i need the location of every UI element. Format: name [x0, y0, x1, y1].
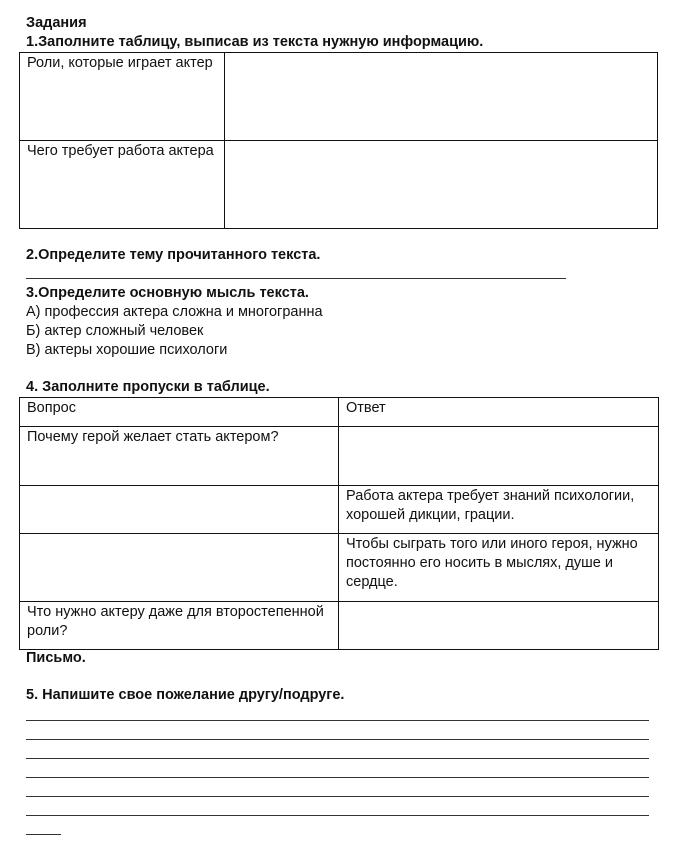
table-row: [20, 534, 659, 602]
writing-line[interactable]: [26, 834, 61, 835]
writing-line[interactable]: [26, 758, 649, 759]
answer-cell: Чтобы сыграть того или иного героя, нужно постоянно его носить в мыслях, душе и сердце.: [339, 534, 659, 602]
writing-line[interactable]: [26, 777, 649, 778]
row-label: Роли, которые играет актер: [20, 53, 225, 141]
page-title: Задания: [26, 15, 87, 31]
task2-heading: 2.Определите тему прочитанного текста.: [26, 247, 321, 263]
table-row: [20, 53, 658, 141]
column-header-answer: Ответ: [339, 398, 659, 427]
table-row: [20, 427, 659, 486]
roles-table: [19, 52, 658, 229]
option-b[interactable]: Б) актер сложный человек: [26, 323, 204, 339]
row-label: Чего требует работа актера: [20, 141, 225, 229]
letter-heading: Письмо.: [26, 650, 86, 666]
writing-line[interactable]: [26, 796, 649, 797]
option-c[interactable]: В) актеры хорошие психологи: [26, 342, 228, 358]
table-row: [20, 602, 659, 650]
table-header-row: [20, 398, 659, 427]
table-row: [20, 141, 658, 229]
table-row: [20, 486, 659, 534]
task3-heading: 3.Определите основную мысль текста.: [26, 285, 309, 301]
answer-cell: Работа актера требует знаний психологии, хорошей дикции, грации.: [339, 486, 659, 534]
question-cell[interactable]: [20, 486, 339, 534]
writing-line[interactable]: [26, 815, 649, 816]
answer-cell[interactable]: [225, 141, 658, 229]
column-header-question: Вопрос: [20, 398, 339, 427]
task5-heading: 5. Напишите свое пожелание другу/подруге.: [26, 687, 345, 703]
answer-cell[interactable]: [225, 53, 658, 141]
task1-heading: 1.Заполните таблицу, выписав из текста нужную информацию.: [26, 34, 484, 50]
questions-table: [19, 397, 659, 650]
answer-cell[interactable]: [339, 427, 659, 486]
option-a[interactable]: А) профессия актера сложна и многогранна: [26, 304, 323, 320]
answer-cell[interactable]: [339, 602, 659, 650]
question-cell: Что нужно актеру даже для второстепенной роли?: [20, 602, 339, 650]
writing-line[interactable]: [26, 720, 649, 721]
writing-line[interactable]: [26, 739, 649, 740]
task4-heading: 4. Заполните пропуски в таблице.: [26, 379, 270, 395]
answer-line[interactable]: [26, 278, 566, 279]
question-cell[interactable]: [20, 534, 339, 602]
question-cell: Почему герой желает стать актером?: [20, 427, 339, 486]
